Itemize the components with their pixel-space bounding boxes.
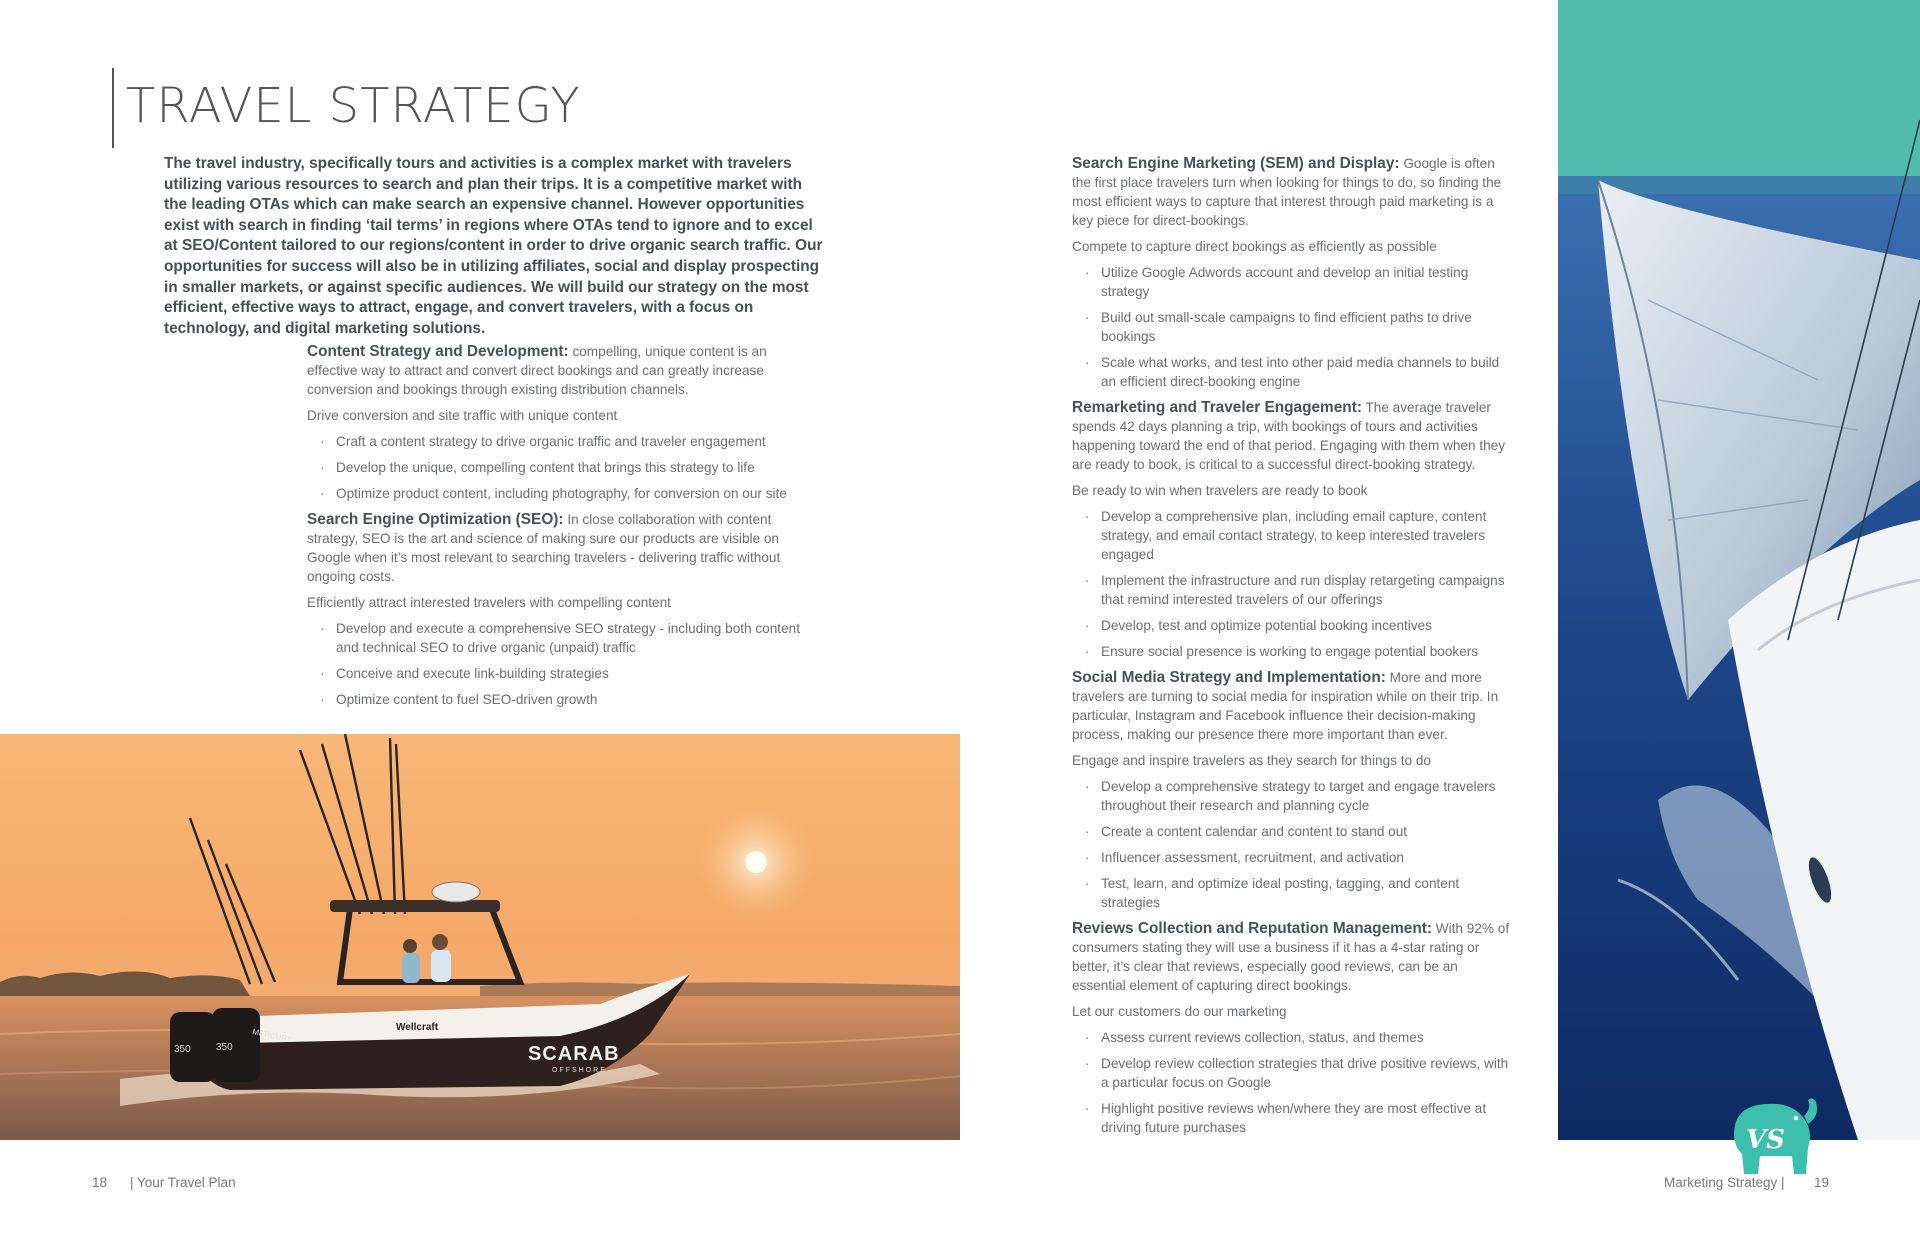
seo-list [307, 619, 819, 709]
social-heading: Social Media Strategy and Implementation: [1072, 669, 1386, 686]
right-column [1072, 154, 1515, 1144]
content-strategy-body: compelling, unique content is an effective way to attract and convert direct bookings and can greatly increase conversion and bookings through existing distribution channels. [307, 344, 767, 397]
social-list [1072, 777, 1515, 912]
seo-heading: Search Engine Optimization (SEO): [307, 511, 564, 528]
list-item: · Influencer assessment, recruitment, and activation [1072, 848, 1515, 867]
sem-list [1072, 263, 1515, 391]
content-strategy-list [307, 432, 819, 503]
sem-lead: Compete to capture direct bookings as efficiently as possible [1072, 239, 1437, 254]
list-item: · Develop, test and optimize potential booking incentives [1072, 616, 1515, 635]
social-body: More and more travelers are turning to social media for inspiration while on their trip. In particular, Instagram and Facebook influence their decision-making process, making our presence there more important than ever. [1072, 670, 1499, 742]
social-para [1072, 668, 1515, 744]
list-item: · Develop the unique, compelling content that brings this strategy to life [307, 458, 819, 477]
list-item: · Conceive and execute link-building strategies [307, 664, 819, 683]
list-item: · Utilize Google Adwords account and develop an initial testing strategy [1072, 263, 1515, 301]
list-item: · Ensure social presence is working to engage potential bookers [1072, 642, 1515, 661]
intro-paragraph: The travel industry, specifically tours and activities is a complex market with travelers utilizing various resources to search and plan their trips. It is a competitive market with the leading OTAs which can make search an expensive channel. However opportunities exist with search in finding ‘tail terms’ in regions where OTAs tend to ignore and to excel at SEO/Content tailored to our regions/content in order to drive organic search traffic. Our opportunities for success will also be in utilizing affiliates, social and display prospecting in smaller markets, or against specific audiences. We will build our strategy on the most efficient, effective ways to attract, engage, and convert travelers, with a focus on technology, and digital marketing solutions. [164, 155, 823, 337]
list-item: · Highlight positive reviews when/where they are most effective at driving future purchases [1072, 1099, 1515, 1137]
sem-heading: Search Engine Marketing (SEM) and Display: [1072, 155, 1400, 172]
sailboat-illustration [1558, 0, 1920, 1140]
footer-label-left: | Your Travel Plan [130, 1175, 236, 1190]
page-number-left: 18 [92, 1175, 108, 1190]
list-item: · Build out small-scale campaigns to find efficient paths to drive bookings [1072, 308, 1515, 346]
remarketing-heading: Remarketing and Traveler Engagement: [1072, 399, 1362, 416]
list-item: · Develop and execute a comprehensive SEO strategy - including both content and technical SEO to drive organic (unpaid) traffic [307, 619, 819, 657]
sem-para [1072, 154, 1515, 230]
list-item: · Implement the infrastructure and run display retargeting campaigns that remind interested travelers of our offerings [1072, 571, 1515, 609]
reviews-list [1072, 1028, 1515, 1137]
content-strategy-lead: Drive conversion and site traffic with unique content [307, 408, 618, 423]
remarketing-body: The average traveler spends 42 days planning a trip, with bookings of tours and activities happening toward the end of that period. Engaging with them when they are ready to book, is critical to a successful direct-booking strategy. [1072, 400, 1506, 472]
footer-label-right: Marketing Strategy | [1664, 1175, 1785, 1190]
list-item: · Scale what works, and test into other paid media channels to build an efficient direct-booking engine [1072, 353, 1515, 391]
social-lead: Engage and inspire travelers as they search for things to do [1072, 753, 1431, 768]
motor-brand-label: MERCURY [251, 1027, 293, 1045]
sem-body: Google is often the first place travelers turn when looking for things to do, so finding the most efficient ways to capture that interest through paid marketing is a key piece for direct-bookings. [1072, 156, 1502, 228]
page-number-right: 19 [1814, 1175, 1830, 1190]
boat-brand-label: Wellcraft [396, 1022, 439, 1033]
list-item: · Optimize content to fuel SEO-driven growth [307, 690, 819, 709]
reviews-heading: Reviews Collection and Reputation Management: [1072, 920, 1433, 937]
elephant-logo [1720, 1094, 1822, 1178]
boat-subname-label: OFFSHORE [552, 1067, 607, 1074]
left-column [307, 342, 819, 716]
motor-hp-label: 350 [174, 1044, 191, 1055]
logo-text: VS [1746, 1125, 1785, 1155]
list-item: · Test, learn, and optimize ideal posting, tagging, and content strategies [1072, 874, 1515, 912]
sun [745, 851, 767, 873]
list-item: · Develop a comprehensive plan, including email capture, content strategy, and email contact strategy, to keep interested travelers engaged [1072, 507, 1515, 564]
reviews-body: With 92% of consumers stating they will use a business if it has a 4-star rating or better, it’s clear that reviews, especially good reviews, can be an essential element of capturing direct bookings. [1072, 921, 1510, 993]
remarketing-para [1072, 398, 1515, 474]
motor-hp-label: 350 [216, 1042, 233, 1053]
reviews-para [1072, 919, 1515, 995]
title-rule [112, 68, 114, 148]
page-title: TRAVEL STRATEGY [126, 78, 581, 134]
list-item: · Develop review collection strategies that drive positive reviews, with a particular focus on Google [1072, 1054, 1515, 1092]
list-item: · Develop a comprehensive strategy to target and engage travelers throughout their research and planning cycle [1072, 777, 1515, 815]
fishing-boat-photo [0, 734, 960, 1140]
list-item: · Assess current reviews collection, status, and themes [1072, 1028, 1515, 1047]
reviews-lead: Let our customers do our marketing [1072, 1004, 1287, 1019]
list-item: · Create a content calendar and content to stand out [1072, 822, 1515, 841]
seo-body: In close collaboration with content strategy, SEO is the art and science of making sure our products are visible on Google when it’s most relevant to searching travelers - delivering traffic without ongoing costs. [307, 512, 781, 584]
remarketing-list [1072, 507, 1515, 661]
list-item: · Craft a content strategy to drive organic traffic and traveler engagement [307, 432, 819, 451]
content-strategy-para [307, 342, 819, 399]
seo-lead: Efficiently attract interested travelers with compelling content [307, 595, 671, 610]
elephant-icon [1720, 1094, 1822, 1178]
sailboat-photo [1558, 0, 1920, 1140]
seo-para [307, 510, 819, 586]
content-strategy-heading: Content Strategy and Development: [307, 343, 569, 360]
fishing-boat-illustration [0, 734, 960, 1140]
teal-band [1558, 0, 1920, 176]
remarketing-lead: Be ready to win when travelers are ready to book [1072, 483, 1368, 498]
list-item: · Optimize product content, including photography, for conversion on our site [307, 484, 819, 503]
boat-name-label: SCARAB [528, 1043, 620, 1065]
